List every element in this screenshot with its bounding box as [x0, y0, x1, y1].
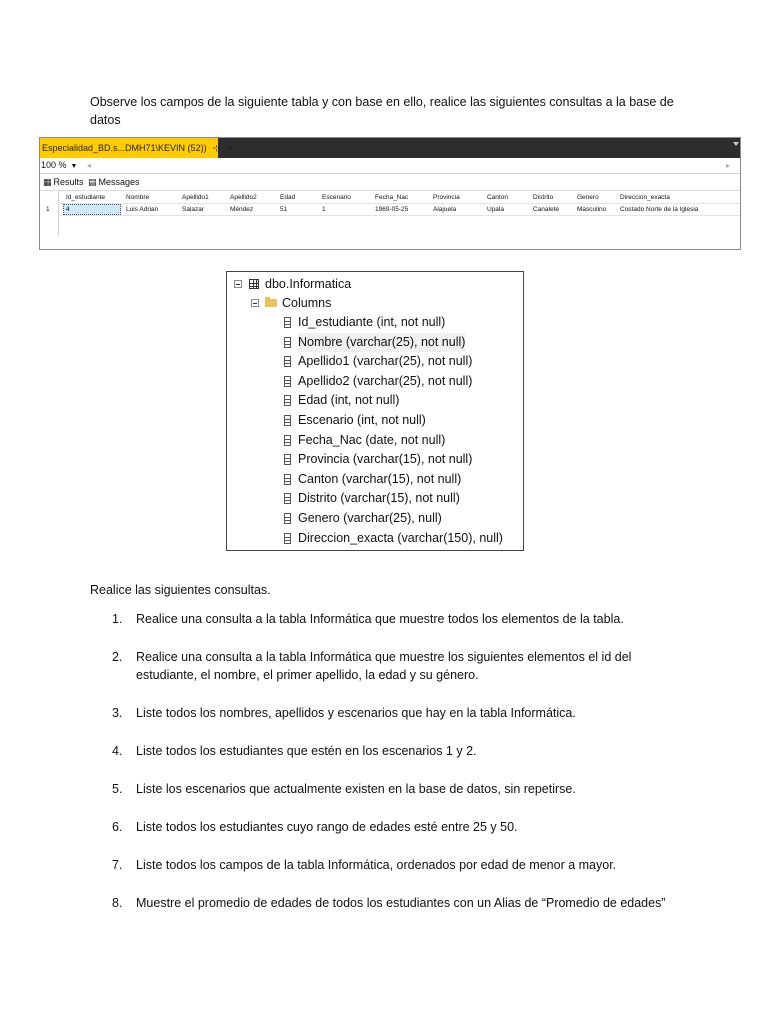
list-item [112, 894, 672, 912]
column-header[interactable]: Escenario [322, 194, 351, 201]
column-header[interactable]: Nombre [126, 194, 150, 201]
grid-icon: ▦ [43, 177, 52, 187]
section-title: Realice las siguientes consultas. [90, 583, 271, 597]
list-item-text: Liste todos los estudiantes cuyo rango de edades esté entre 25 y 50. [136, 820, 518, 834]
intro-paragraph: Observe los campos de la siguiente tabla y con base en ello, realice las siguientes consultas a la base de datos [90, 95, 674, 127]
table-cell[interactable]: Luis Adrian [126, 206, 159, 213]
list-item [112, 648, 672, 684]
tree-node-column[interactable] [227, 333, 523, 352]
tree-column-label: Apellido2 (varchar(25), not null) [298, 373, 473, 388]
table-cell[interactable]: Canalete [533, 206, 560, 213]
table-cell[interactable]: Alajuela [433, 206, 457, 213]
table-cell[interactable]: Masculino [577, 206, 607, 213]
table-cell[interactable]: 1969-05-25 [375, 206, 409, 213]
tab-overflow-icon[interactable] [733, 142, 739, 146]
pin-icon[interactable]: ⊹ [212, 143, 221, 153]
column-icon [284, 474, 291, 485]
list-item-number: 1. [112, 612, 123, 626]
column-icon [284, 376, 291, 387]
collapse-icon[interactable] [234, 280, 242, 288]
tree-column-label: Nombre (varchar(25), not null) [298, 333, 465, 352]
list-item-text: Liste todos los estudiantes que estén en los escenarios 1 y 2. [136, 744, 477, 758]
zoom-bar [40, 158, 740, 174]
zoom-select[interactable] [41, 158, 77, 174]
query-results-panel [39, 137, 741, 250]
column-icon [284, 415, 291, 426]
column-header[interactable]: Id_estudiante [66, 194, 106, 201]
messages-icon: ▤ [88, 177, 97, 187]
tree-node-column[interactable] [227, 470, 523, 489]
table-cell[interactable]: Salazar [182, 206, 205, 213]
list-item-text: Realice una consulta a la tabla Informática que muestre los siguientes elementos el id del estudiante, el nombre, el primer apellido, la edad y su género. [136, 650, 632, 682]
chevron-down-icon: ▼ [70, 163, 78, 170]
column-icon [284, 337, 291, 348]
tree-column-label: Fecha_Nac (date, not null) [298, 432, 446, 447]
document-tab-bar [40, 138, 740, 158]
tree-column-label: Provincia (varchar(15), not null) [298, 452, 473, 467]
tab-messages-label: Messages [98, 177, 140, 187]
table-cell[interactable]: Méndez [230, 206, 254, 213]
list-item-number: 3. [112, 706, 123, 720]
tree-node-column[interactable] [227, 313, 523, 332]
row-number: 1 [46, 206, 50, 213]
column-header[interactable]: Provincia [433, 194, 460, 201]
scroll-left-icon[interactable]: ◂ [87, 161, 92, 170]
column-header[interactable]: Edad [280, 194, 296, 201]
list-item-number: 5. [112, 782, 123, 796]
list-item-number: 2. [112, 650, 123, 664]
tree-node-column[interactable] [227, 372, 523, 391]
zoom-value: 100 % [41, 160, 67, 170]
tree-column-label: Id_estudiante (int, not null) [298, 315, 446, 329]
tab-results-label: Results [53, 177, 84, 187]
query-tab-title: Especialidad_BD.s...DMH71\KEVIN (52)) [42, 143, 207, 153]
tree-node-column[interactable] [227, 450, 523, 469]
tree-node-column[interactable] [227, 509, 523, 528]
column-header[interactable]: Apellido1 [182, 194, 209, 201]
column-header[interactable]: Canton [487, 194, 508, 201]
list-item [112, 704, 672, 722]
column-icon [284, 317, 291, 328]
table-cell[interactable]: 4 [66, 206, 70, 213]
list-item-number: 6. [112, 820, 123, 834]
tree-node-column[interactable] [227, 352, 523, 371]
tree-column-label: Canton (varchar(15), not null) [298, 471, 462, 486]
tree-column-label: Direccion_exacta (varchar(150), null) [298, 530, 503, 545]
table-icon [249, 279, 259, 289]
tab-messages[interactable] [88, 174, 140, 190]
query-tab[interactable] [40, 138, 234, 158]
column-header[interactable]: Distrito [533, 194, 554, 201]
scroll-right-icon[interactable]: ▸ [725, 161, 730, 170]
table-cell[interactable]: Upala [487, 206, 504, 213]
tab-results[interactable] [43, 174, 84, 190]
column-header[interactable]: Apellido2 [230, 194, 257, 201]
tree-node-column[interactable] [227, 391, 523, 410]
results-grid[interactable] [40, 191, 740, 236]
column-header[interactable]: Genero [577, 194, 599, 201]
list-item [112, 856, 672, 874]
grid-divider [58, 191, 59, 236]
list-item [112, 818, 672, 836]
folder-icon [265, 299, 277, 307]
results-tabs [40, 174, 740, 191]
list-item-text: Realice una consulta a la tabla Informática que muestre todos los elementos de la tabla. [136, 612, 624, 626]
consultas-list [112, 610, 672, 932]
table-cell[interactable]: 51 [280, 206, 288, 213]
list-item-number: 4. [112, 744, 123, 758]
list-item-number: 8. [112, 896, 123, 910]
list-item-text: Liste los escenarios que actualmente existen en la base de datos, sin repetirse. [136, 782, 576, 796]
tree-column-label: Genero (varchar(25), null) [298, 511, 442, 525]
list-item-number: 7. [112, 858, 123, 872]
tree-node-column[interactable] [227, 489, 523, 508]
column-icon [284, 493, 291, 504]
list-item [112, 742, 672, 760]
column-icon [284, 356, 291, 367]
table-cell[interactable]: Costado Norte de la Iglesia [620, 206, 699, 213]
tree-node-column[interactable] [227, 411, 523, 430]
column-header[interactable]: Fecha_Nac [375, 194, 409, 201]
collapse-icon[interactable] [251, 299, 259, 307]
column-icon [284, 454, 291, 465]
tree-folder-label: Columns [282, 296, 332, 310]
selected-cell [63, 204, 121, 215]
tree-node-column[interactable] [227, 529, 523, 548]
object-explorer-tree [226, 271, 524, 551]
list-item-text: Liste todos los campos de la tabla Informática, ordenados por edad de menor a mayor. [136, 858, 617, 872]
column-icon [284, 513, 291, 524]
tree-node-column[interactable] [227, 431, 523, 450]
tree-column-label: Edad (int, not null) [298, 393, 400, 408]
list-item-text: Liste todos los nombres, apellidos y escenarios que hay en la tabla Informática. [136, 706, 576, 720]
column-icon [284, 395, 291, 406]
list-item-text: Muestre el promedio de edades de todos los estudiantes con un Alias de “Promedio de edades” [136, 896, 666, 910]
tree-column-label: Distrito (varchar(15), not null) [298, 491, 460, 506]
list-item [112, 780, 672, 798]
grid-divider [58, 215, 740, 216]
column-header[interactable]: Direccion_exacta [620, 194, 670, 201]
column-icon [284, 435, 291, 446]
column-icon [284, 533, 291, 544]
table-cell[interactable]: 1 [322, 206, 326, 213]
close-icon[interactable]: ✕ [226, 143, 234, 153]
list-item [112, 610, 672, 628]
tree-column-label: Escenario (int, not null) [298, 413, 426, 427]
tree-column-label: Apellido1 (varchar(25), not null) [298, 354, 473, 369]
tree-table-label: dbo.Informatica [265, 277, 352, 291]
